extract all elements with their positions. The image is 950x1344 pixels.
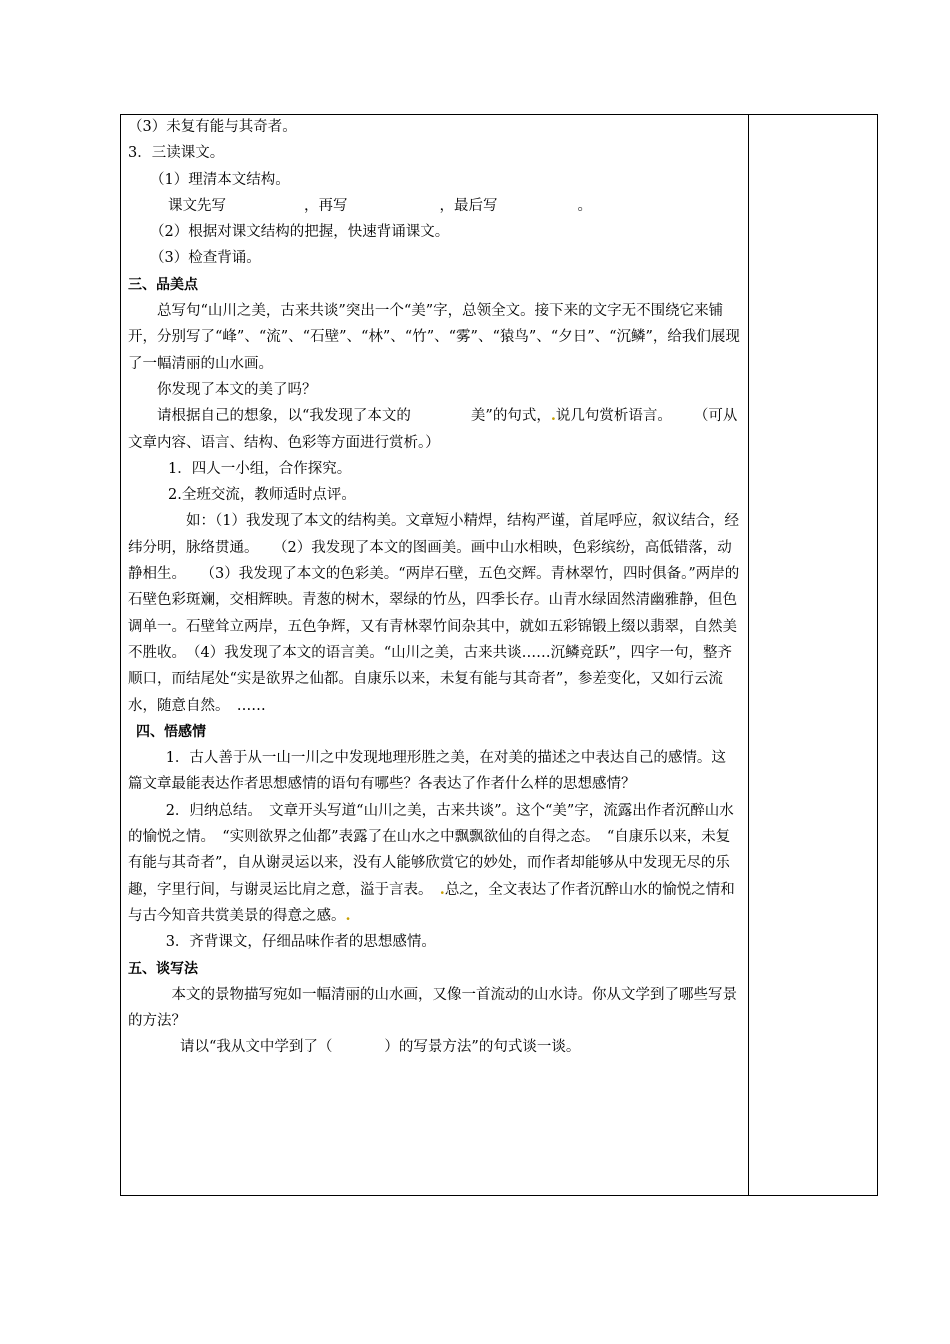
mark: . (550, 407, 556, 425)
paragraph: 本文的景物描写宛如一幅清丽的山水画，又像一首流动的山水诗。你从文学到了哪些写景的方法？ (128, 986, 737, 1030)
paragraph (128, 798, 740, 929)
line: （2）根据对课文结构的把握，快速背诵课文。 (150, 224, 450, 241)
section-heading: 五、谈写法 (128, 960, 198, 977)
paragraph: 如：（1）我发现了本文的结构美。文章短小精焊，结构严谨，首尾呼应，叙议结合，经纬分明，脉络贯通。 （2）我发现了本文的图画美。画中山水相映，色彩缤纷，高低错落，动静相生。 （3）我发现了本文的色彩美。“两岸石壁，五色交辉。青林翠竹，四时俱备。”两岸的石壁色彩斑斓，交相辉映。青葱的树木，翠绿的竹丛，四季长存。山青水绿固然清幽雅静，但色调单一。石壁耸立两岸，五色争辉，又有青林翠竹间杂其中，就如五彩锦锻上缀以翡翠，自然美不胜收。 （4）我发现了本文的语言美。“山川之美，古来共谈……沉鳞竞跃”，四字一句，整齐顺口，而结尾处“实是欲界之仙都。自康乐以来，未复有能与其奇者”，参差变化，又如行云流水，随意自然。 …… (128, 513, 740, 714)
line: （1）理清本文结构。 (150, 171, 290, 188)
line (128, 1034, 740, 1060)
text: 请以“我从文中学到了（ (180, 1039, 333, 1056)
text: 。 (577, 197, 592, 214)
line: （3）检查背诵。 (150, 250, 261, 267)
line: （3）未复有能与其奇者。 (128, 119, 297, 135)
mark: . (425, 880, 445, 898)
mark: . (345, 906, 351, 924)
text: 课文先写 (168, 197, 226, 214)
line: 1．四人一小组，合作探究。 (168, 460, 352, 477)
paragraph (128, 403, 740, 456)
text: （可从文章内容、语言、结构、色彩等方面进行赏析。） (128, 408, 738, 451)
text: 美”的句式， (470, 408, 551, 425)
text: ）的写景方法”的句式谈一谈。 (384, 1039, 581, 1056)
text: 请根据自己的想象，以“我发现了本文的 (157, 408, 411, 425)
lesson-content (128, 114, 740, 1061)
text: ，再写 (304, 197, 348, 214)
text: ，最后写 (439, 197, 498, 214)
paragraph: 总写句“山川之美，古来共谈”突出一个“美”字，总领全文。接下来的文字无不围绕它来铺开，分别写了“峰”、“流”、“石壁”、“林”、“竹”、“雾”、“猿鸟”、“夕日”、“沉鳞”，给我们展现了一幅清丽的山水画。 (128, 303, 740, 372)
line: 3．齐背课文，仔细品味作者的思想感情。 (165, 934, 436, 951)
paragraph: 你发现了本文的美了吗？ (157, 381, 317, 398)
paragraph: 1．古人善于从一山一川之中发现地理形胜之美，在对美的描述之中表达自己的感情。这篇文章最能表达作者思想感情的语句有哪些？各表达了作者什么样的思想感情？ (128, 750, 726, 793)
text: 说几句赏析语言。 (555, 408, 672, 425)
text: 2．归纳总结。 文章开头写道“山川之美，古来共谈”。这个“美”字，流露出作者沉醉山水的愉悦之情。 “实则欲界之仙都”表露了在山水之中飘飘欲仙的自得之态。 “自康乐以来，未复有能与其奇者”，自从谢灵运以来，没有人能够欣赏它的妙处，而作者却能够从中发现无尽的乐趣，字里行间，与谢灵运比肩之意，溢于言表。 (128, 802, 734, 898)
line: 3．三读课文。 (128, 145, 225, 162)
column-divider (748, 114, 749, 1196)
section-heading: 三、品美点 (128, 276, 198, 293)
line: 2.全班交流，教师适时点评。 (168, 487, 356, 504)
text: 总之，全文表达了作者沉醉山水的愉悦之情和与古今知音共赏美景的得意之感。 (128, 881, 735, 924)
structure-fill-line (128, 193, 740, 219)
section-heading: 四、悟感情 (136, 723, 206, 740)
